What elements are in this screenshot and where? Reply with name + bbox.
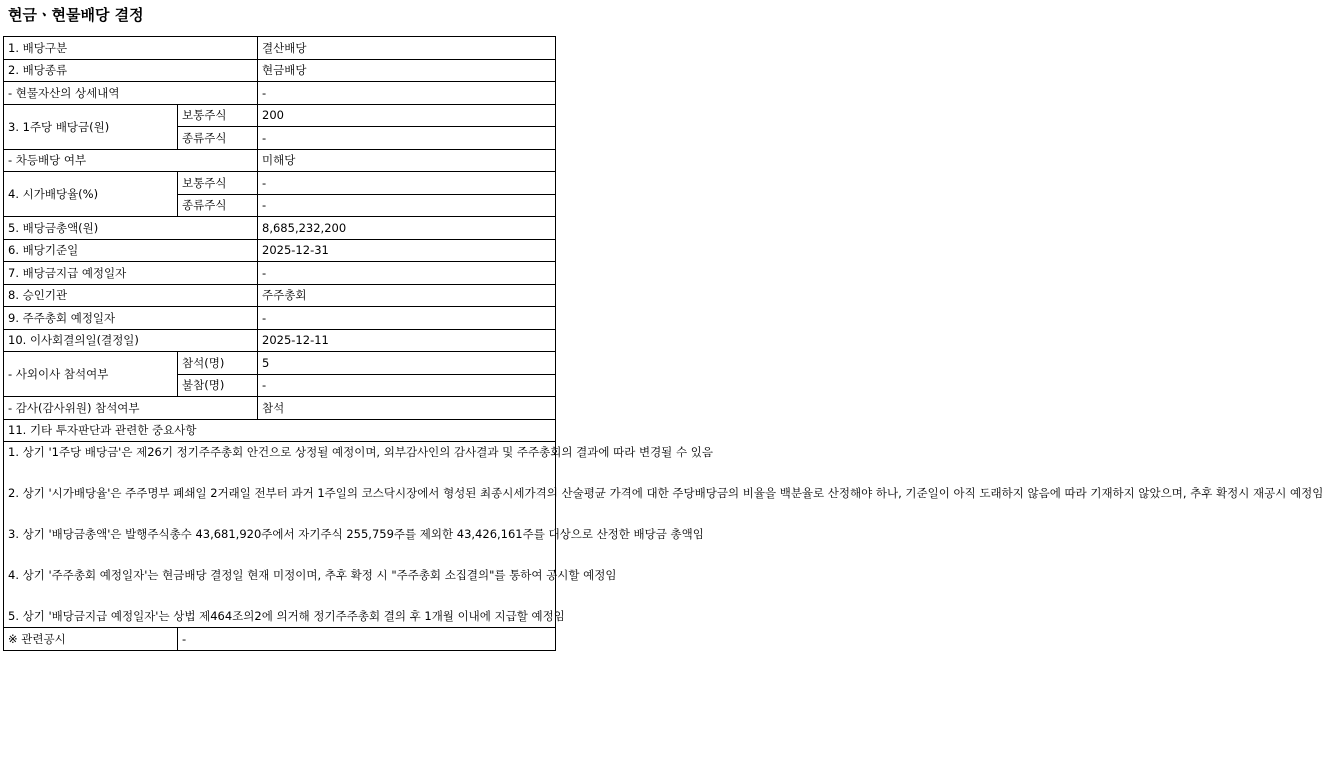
sub-label: 참석(명): [178, 352, 258, 375]
row-label: - 사외이사 참석여부: [4, 352, 178, 397]
table-row: [4, 172, 556, 195]
row-value: 5: [258, 352, 556, 375]
table-row: [4, 307, 556, 330]
table-row: [4, 284, 556, 307]
sub-label: 종류주식: [178, 194, 258, 217]
note-paragraph: 3. 상기 '배당금총액'은 발행주식총수 43,681,920주에서 자기주식 255,759주를 제외한 43,426,161주를 대상으로 산정한 배당금 총액임: [8, 527, 704, 541]
row-value: 200: [258, 104, 556, 127]
table-row: [4, 329, 556, 352]
row-value: 결산배당: [258, 37, 556, 60]
row-label: - 현물자산의 상세내역: [4, 82, 258, 105]
row-value: 참석: [258, 397, 556, 420]
row-label: - 감사(감사위원) 참석여부: [4, 397, 258, 420]
row-value: -: [258, 127, 556, 150]
row-label: 1. 배당구분: [4, 37, 258, 60]
row-value: -: [258, 82, 556, 105]
row-value: -: [258, 194, 556, 217]
page-title: 현금ㆍ현물배당 결정: [8, 6, 144, 24]
row-value: -: [258, 172, 556, 195]
sub-label: 불참(명): [178, 374, 258, 397]
table-row: [4, 239, 556, 262]
row-label: 7. 배당금지급 예정일자: [4, 262, 258, 285]
row-value: -: [258, 262, 556, 285]
reference-row: [4, 628, 556, 651]
row-label: 10. 이사회결의일(결정일): [4, 329, 258, 352]
row-value: 현금배당: [258, 59, 556, 82]
notes-cell: [4, 442, 1323, 628]
sub-label: 보통주식: [178, 172, 258, 195]
row-label: 8. 승인기관: [4, 284, 258, 307]
row-label: 9. 주주총회 예정일자: [4, 307, 258, 330]
row-label: - 차등배당 여부: [4, 149, 258, 172]
section-header: 11. 기타 투자판단과 관련한 중요사항: [4, 419, 556, 442]
note-paragraph: 2. 상기 '시가배당율'은 주주명부 폐쇄일 2거래일 전부터 과거 1주일의 코스닥시장에서 형성된 최종시세가격의 산술평균 가격에 대한 주당배당금의 비율을 백분율로 산정해야 하나, 기준일이 아직 도래하지 않음에 따라 기재하지 않았으며, 추후 확정시 재공시 예정임: [8, 486, 1323, 500]
table-row: [4, 149, 556, 172]
row-value: -: [258, 374, 556, 397]
reference-value: -: [178, 628, 556, 651]
row-label: 2. 배당종류: [4, 59, 258, 82]
dividend-disclosure-table: [3, 36, 1323, 651]
table-row: [4, 104, 556, 127]
table-row: [4, 397, 556, 420]
row-value: 2025-12-31: [258, 239, 556, 262]
table-row: [4, 217, 556, 240]
note-paragraph: 1. 상기 '1주당 배당금'은 제26기 정기주주총회 안건으로 상정될 예정이며, 외부감사인의 감사결과 및 주주총회의 결과에 따라 변경될 수 있음: [8, 445, 713, 459]
notes-row: [4, 442, 556, 628]
table-row: [4, 37, 556, 60]
table-row: [4, 352, 556, 375]
row-value: 2025-12-11: [258, 329, 556, 352]
row-label: 6. 배당기준일: [4, 239, 258, 262]
note-paragraph: 5. 상기 '배당금지급 예정일자'는 상법 제464조의2에 의거해 정기주주총회 결의 후 1개월 이내에 지급할 예정임: [8, 609, 565, 623]
row-value: -: [258, 307, 556, 330]
row-label: 3. 1주당 배당금(원): [4, 104, 178, 149]
table-row: [4, 262, 556, 285]
table-row: [4, 82, 556, 105]
row-value: 주주총회: [258, 284, 556, 307]
note-paragraph: 4. 상기 '주주총회 예정일자'는 현금배당 결정일 현재 미정이며, 추후 확정 시 "주주총회 소집결의"를 통하여 공시할 예정임: [8, 568, 617, 582]
table-row: [4, 59, 556, 82]
sub-label: 보통주식: [178, 104, 258, 127]
row-label: 5. 배당금총액(원): [4, 217, 258, 240]
row-label: 4. 시가배당율(%): [4, 172, 178, 217]
sub-label: 종류주식: [178, 127, 258, 150]
row-value: 8,685,232,200: [258, 217, 556, 240]
row-value: 미해당: [258, 149, 556, 172]
reference-label: ※ 관련공시: [4, 628, 178, 651]
table-row: [4, 419, 556, 442]
